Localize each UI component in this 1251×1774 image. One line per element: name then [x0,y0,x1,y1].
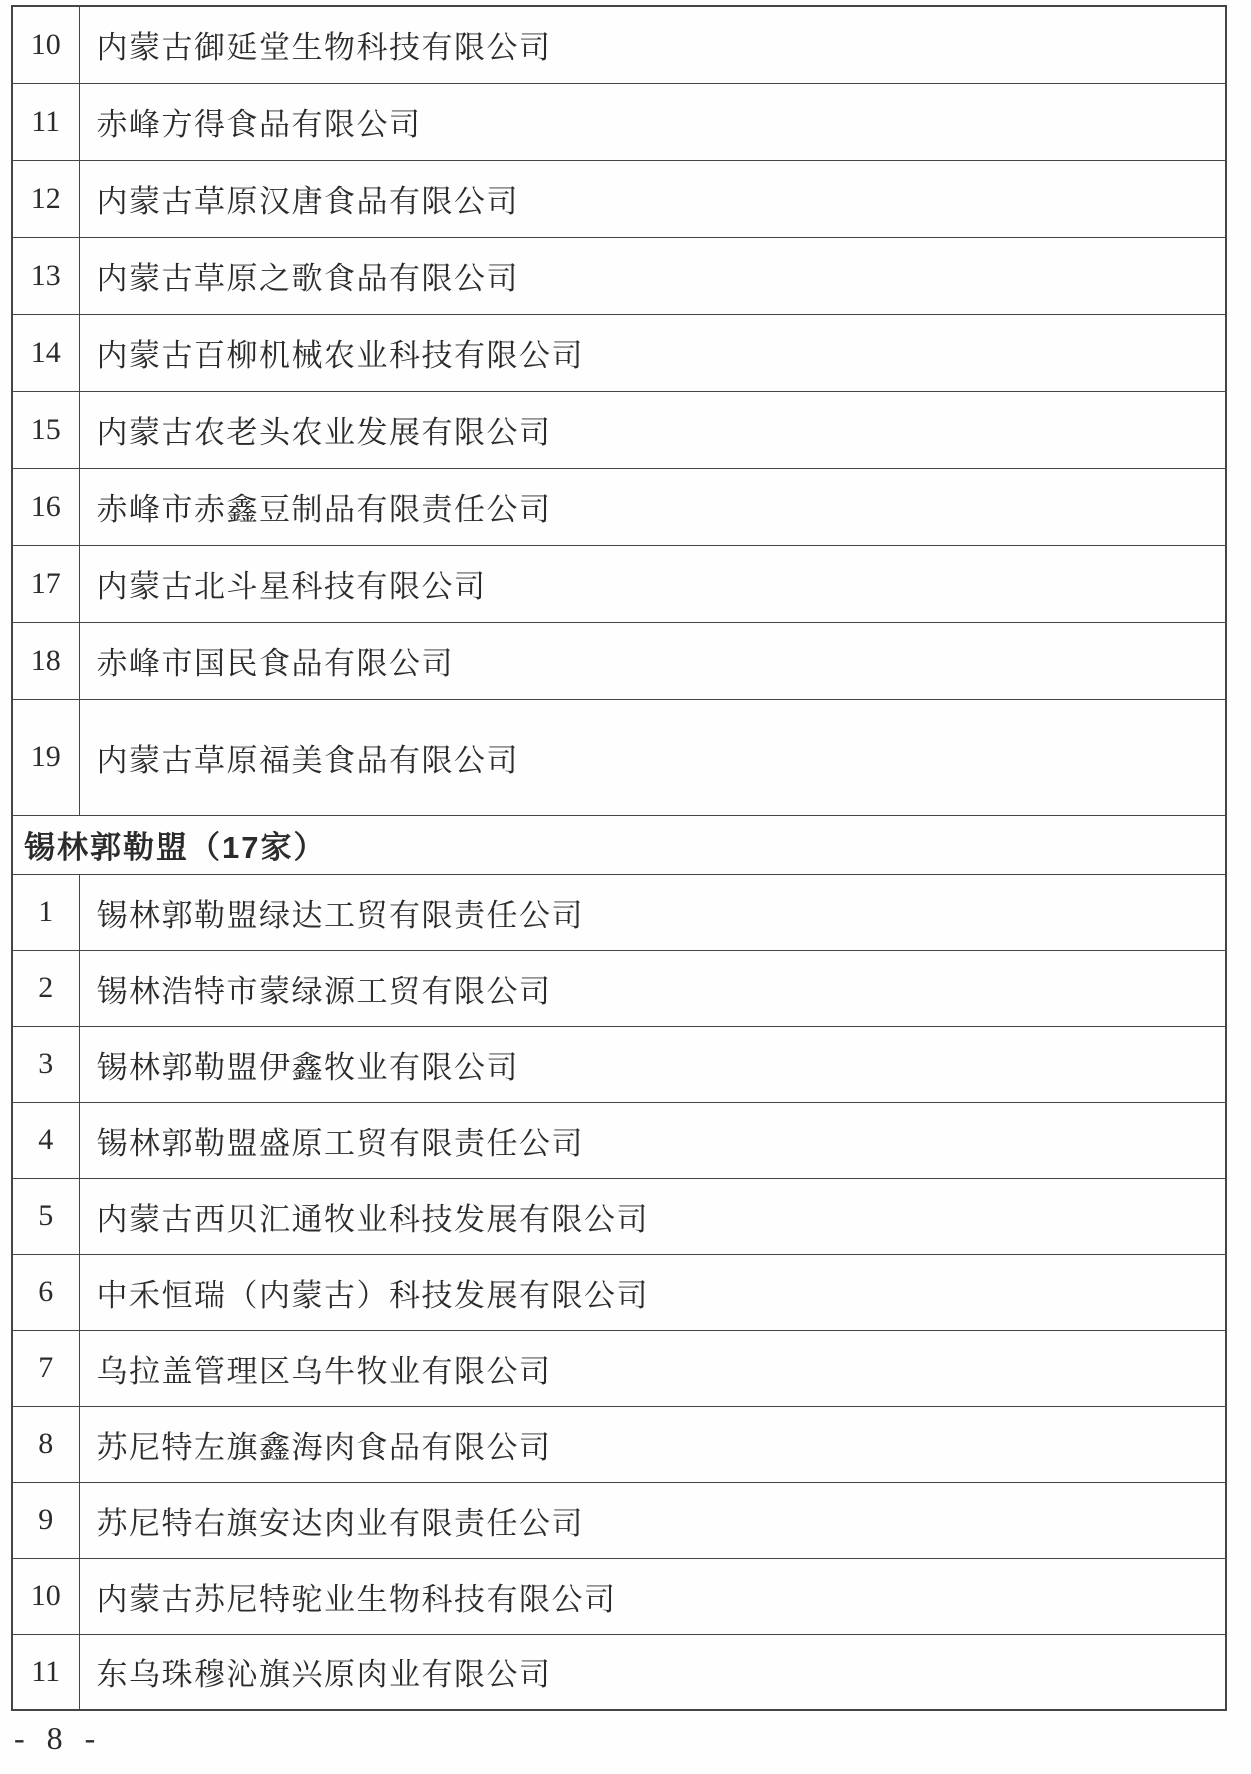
company-table-body [12,6,1226,1710]
row-number: 1 [12,874,79,950]
row-number: 10 [12,6,79,83]
row-number: 16 [12,468,79,545]
company-name: 苏尼特左旗鑫海肉食品有限公司 [79,1406,1226,1482]
table-row [12,1102,1226,1178]
table-row [12,1026,1226,1102]
row-number: 14 [12,314,79,391]
table-row [12,1558,1226,1634]
table-row [12,1330,1226,1406]
row-number: 15 [12,391,79,468]
row-number: 3 [12,1026,79,1102]
company-name: 赤峰市赤鑫豆制品有限责任公司 [79,468,1226,545]
company-name: 内蒙古百柳机械农业科技有限公司 [79,314,1226,391]
row-number: 12 [12,160,79,237]
table-row [12,1254,1226,1330]
company-name: 内蒙古草原汉唐食品有限公司 [79,160,1226,237]
table-row [12,237,1226,314]
row-number: 10 [12,1558,79,1634]
company-name: 内蒙古西贝汇通牧业科技发展有限公司 [79,1178,1226,1254]
company-name: 锡林浩特市蒙绿源工贸有限公司 [79,950,1226,1026]
row-number: 7 [12,1330,79,1406]
table-row [12,874,1226,950]
row-number: 13 [12,237,79,314]
table-row [12,1634,1226,1710]
company-name: 内蒙古草原福美食品有限公司 [79,699,1226,815]
company-name: 内蒙古御延堂生物科技有限公司 [79,6,1226,83]
table-row [12,622,1226,699]
table-row [12,950,1226,1026]
company-name: 内蒙古农老头农业发展有限公司 [79,391,1226,468]
row-number: 11 [12,1634,79,1710]
company-name: 乌拉盖管理区乌牛牧业有限公司 [79,1330,1226,1406]
table-row [12,314,1226,391]
row-number: 18 [12,622,79,699]
table-row [12,468,1226,545]
table-row [12,83,1226,160]
table-row [12,1482,1226,1558]
company-name: 赤峰市国民食品有限公司 [79,622,1226,699]
table-row [12,160,1226,237]
table-row [12,1178,1226,1254]
row-number: 17 [12,545,79,622]
row-number: 2 [12,950,79,1026]
company-name: 锡林郭勒盟伊鑫牧业有限公司 [79,1026,1226,1102]
company-table [11,5,1227,1711]
company-name: 内蒙古北斗星科技有限公司 [79,545,1226,622]
company-name: 苏尼特右旗安达肉业有限责任公司 [79,1482,1226,1558]
company-name: 锡林郭勒盟绿达工贸有限责任公司 [79,874,1226,950]
row-number: 19 [12,699,79,815]
company-name: 锡林郭勒盟盛原工贸有限责任公司 [79,1102,1226,1178]
table-row [12,1406,1226,1482]
company-name: 东乌珠穆沁旗兴原肉业有限公司 [79,1634,1226,1710]
table-row [12,699,1226,815]
section-header: 锡林郭勒盟（17家） [12,815,1226,874]
row-number: 4 [12,1102,79,1178]
company-name: 赤峰方得食品有限公司 [79,83,1226,160]
table-row [12,545,1226,622]
section-header-row [12,815,1226,874]
page-number: - 8 - [14,1720,103,1756]
table-row [12,391,1226,468]
row-number: 11 [12,83,79,160]
row-number: 5 [12,1178,79,1254]
row-number: 8 [12,1406,79,1482]
company-name: 内蒙古草原之歌食品有限公司 [79,237,1226,314]
company-name: 内蒙古苏尼特驼业生物科技有限公司 [79,1558,1226,1634]
company-name: 中禾恒瑞（内蒙古）科技发展有限公司 [79,1254,1226,1330]
row-number: 6 [12,1254,79,1330]
row-number: 9 [12,1482,79,1558]
table-row [12,6,1226,83]
